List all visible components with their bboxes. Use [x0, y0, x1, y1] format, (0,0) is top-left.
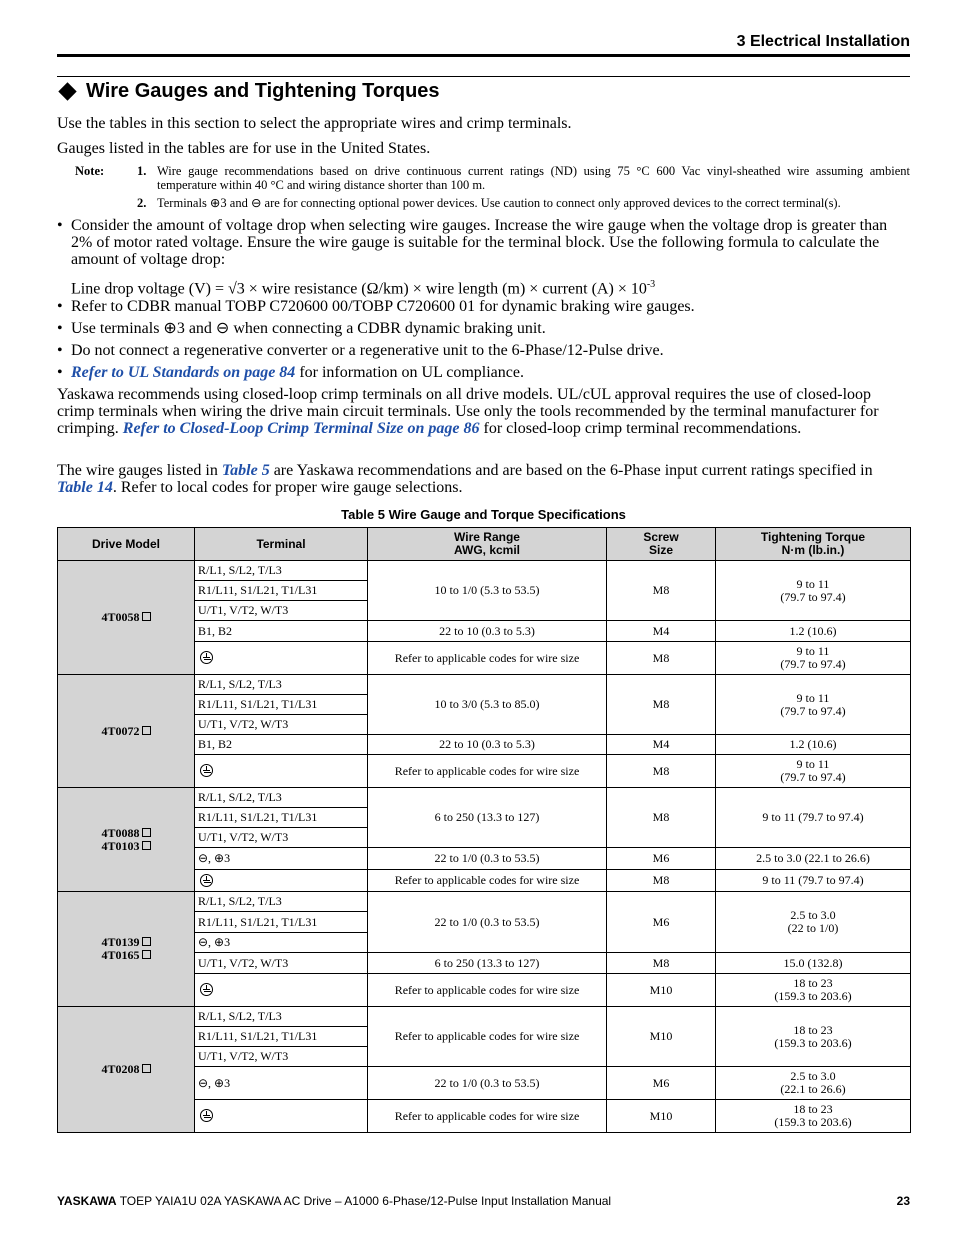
note-number: 1.	[137, 164, 147, 178]
table-row: Refer to applicable codes for wire size M10 18 to 23 (159.3 to 203.6)	[58, 1100, 911, 1133]
table-row: R1/L11, S1/L21, T1/L31	[58, 912, 911, 933]
square-placeholder-icon	[142, 841, 151, 850]
note-item-2	[75, 196, 910, 212]
note-text: Terminals ⊕3 and ⊖ are for connecting optional power devices. Use caution to connect only approved devices to the correct terminal(s).	[157, 196, 841, 210]
diamond-bullet-icon	[58, 82, 76, 100]
table-row: 4T0208 R/L1, S/L2, T/L3 Refer to applicable codes for wire size M10 18 to 23 (159.3 to 203.6)	[58, 1007, 911, 1027]
model-cell: 4T0088 4T0103	[58, 788, 195, 892]
table-row: U/T1, V/T2, W/T3 6 to 250 (13.3 to 127) M8 15.0 (132.8)	[58, 953, 911, 974]
table-row: Refer to applicable codes for wire size M10 18 to 23 (159.3 to 203.6)	[58, 974, 911, 1007]
ground-terminal-icon	[200, 764, 213, 777]
crimp-terminal-link[interactable]: Refer to Closed-Loop Crimp Terminal Size on page 86	[122, 420, 480, 437]
header-wire: Wire Range AWG, kcmil	[368, 528, 607, 561]
square-placeholder-icon	[142, 937, 151, 946]
table-row: R1/L11, S1/L21, T1/L31	[58, 808, 911, 828]
table-row: 4T0058 R/L1, S/L2, T/L3 10 to 1/0 (5.3 to 53.5) M8 9 to 11 (79.7 to 97.4)	[58, 561, 911, 581]
intro-paragraph-1: Use the tables in this section to select the appropriate wires and crimp terminals.	[57, 115, 572, 132]
table-row: 4T0139 4T0165 R/L1, S/L2, T/L3 22 to 1/0 (0.3 to 53.5) M6 2.5 to 3.0 (22 to 1/0)	[58, 892, 911, 912]
crimp-paragraph: Yaskawa recommends using closed-loop crimp terminals on all drive models. UL/cUL approval requires the use of closed-loop crimp terminals when wiring the drive main circuit terminals. Use only the tools recommended by the terminal manufacturer for crimping. Refer to Closed-Loop Crimp Terminal Size on page 86 for closed-loop crimp terminal recommendations.	[57, 386, 879, 437]
model-cell: 4T0139 4T0165	[58, 892, 195, 1007]
table-header-row	[58, 528, 911, 561]
ground-terminal-icon	[200, 651, 213, 664]
table-row: Refer to applicable codes for wire size M8 9 to 11 (79.7 to 97.4)	[58, 642, 911, 675]
table-row: U/T1, V/T2, W/T3	[58, 828, 911, 848]
model-cell: 4T0208	[58, 1007, 195, 1133]
table-row: R1/L11, S1/L21, T1/L31	[58, 695, 911, 715]
ground-terminal-icon	[200, 874, 213, 887]
header-torque: Tightening Torque N·m (lb.in.)	[716, 528, 911, 561]
header-screw: Screw Size	[607, 528, 716, 561]
note-text: Wire gauge recommendations based on drive continuous current ratings (ND) using 75 °C 600 Vac vinyl-sheathed wire assuming ambient temperature within 40 °C and wiring distance shorter than 100 m.	[157, 164, 910, 192]
chapter-header: 3 Electrical Installation	[736, 33, 910, 50]
square-placeholder-icon	[142, 950, 151, 959]
wire-gauge-table	[57, 527, 911, 1133]
header-model: Drive Model	[58, 528, 195, 561]
model-cell: 4T0058	[58, 561, 195, 675]
section-heading	[57, 80, 440, 103]
section-rule	[57, 76, 910, 77]
table-row: B1, B2 22 to 10 (0.3 to 5.3) M4 1.2 (10.6)	[58, 735, 911, 755]
voltage-drop-formula: Line drop voltage (V) = √3 × wire resistance (Ω/km) × wire length (m) × current $(A) \times 10^{-3}$	[71, 279, 656, 298]
model-cell: 4T0072	[58, 675, 195, 788]
ul-standards-link[interactable]: Refer to UL Standards on page 84	[71, 364, 296, 381]
header-terminal: Terminal	[195, 528, 368, 561]
note-label: Note:	[75, 164, 105, 178]
table5-link[interactable]: Table 5	[221, 462, 270, 479]
table-row: R1/L11, S1/L21, T1/L31	[58, 581, 911, 601]
table-row: U/T1, V/T2, W/T3	[58, 601, 911, 621]
footer-manual-title: YASKAWA TOEP YAIA1U 02A YASKAWA AC Drive – A1000 6-Phase/12-Pulse Input Installation Manual	[57, 1194, 612, 1208]
table-row: 4T0088 4T0103 R/L1, S/L2, T/L3 6 to 250 (13.3 to 127) M8 9 to 11 (79.7 to 97.4)	[58, 788, 911, 808]
square-placeholder-icon	[142, 726, 151, 735]
table-row: Refer to applicable codes for wire size M8 9 to 11 (79.7 to 97.4)	[58, 755, 911, 788]
section-title: Wire Gauges and Tightening Torques	[86, 80, 440, 102]
table-caption: Table 5 Wire Gauge and Torque Specifications	[341, 507, 626, 522]
table14-link[interactable]: Table 14	[57, 479, 113, 496]
table-row: ⊖, ⊕3 22 to 1/0 (0.3 to 53.5) M6 2.5 to 3.0 (22.1 to 26.6)	[58, 1067, 911, 1100]
table-row: Refer to applicable codes for wire size M8 9 to 11 (79.7 to 97.4)	[58, 870, 911, 892]
square-placeholder-icon	[142, 612, 151, 621]
note-item-1	[75, 164, 910, 194]
bullet-voltage-drop: • Consider the amount of voltage drop when selecting wire gauges. Increase the wire gauge when the voltage drop is greater than 2% of motor rated voltage. Ensure the wire gauge is suitable for the terminal block. Use the following formula to calculate the amount of voltage drop:	[57, 217, 888, 268]
table-row: ⊖, ⊕3 22 to 1/0 (0.3 to 53.5) M6 2.5 to 3.0 (22.1 to 26.6)	[58, 848, 911, 870]
table-row: U/T1, V/T2, W/T3	[58, 715, 911, 735]
table-row: U/T1, V/T2, W/T3	[58, 1047, 911, 1067]
table-row: 4T0072 R/L1, S/L2, T/L3 10 to 3/0 (5.3 to 85.0) M8 9 to 11 (79.7 to 97.4)	[58, 675, 911, 695]
table-row: R1/L11, S1/L21, T1/L31	[58, 1027, 911, 1047]
table-row: B1, B2 22 to 10 (0.3 to 5.3) M4 1.2 (10.6)	[58, 621, 911, 642]
square-placeholder-icon	[142, 828, 151, 837]
page-number: 23	[896, 1194, 910, 1208]
table-row: ⊖, ⊕3	[58, 933, 911, 953]
header-rule	[57, 54, 910, 57]
square-placeholder-icon	[142, 1064, 151, 1073]
intro-paragraph-2: Gauges listed in the tables are for use in the United States.	[57, 140, 431, 157]
ground-terminal-icon	[200, 1109, 213, 1122]
wire-gauge-paragraph: The wire gauges listed in Table 5 are Yaskawa recommendations and are based on the 6-Phase input current ratings specified in Table 14. Refer to local codes for proper wire gauge selections.	[57, 462, 873, 496]
note-number: 2.	[137, 196, 147, 210]
ground-terminal-icon	[200, 983, 213, 996]
